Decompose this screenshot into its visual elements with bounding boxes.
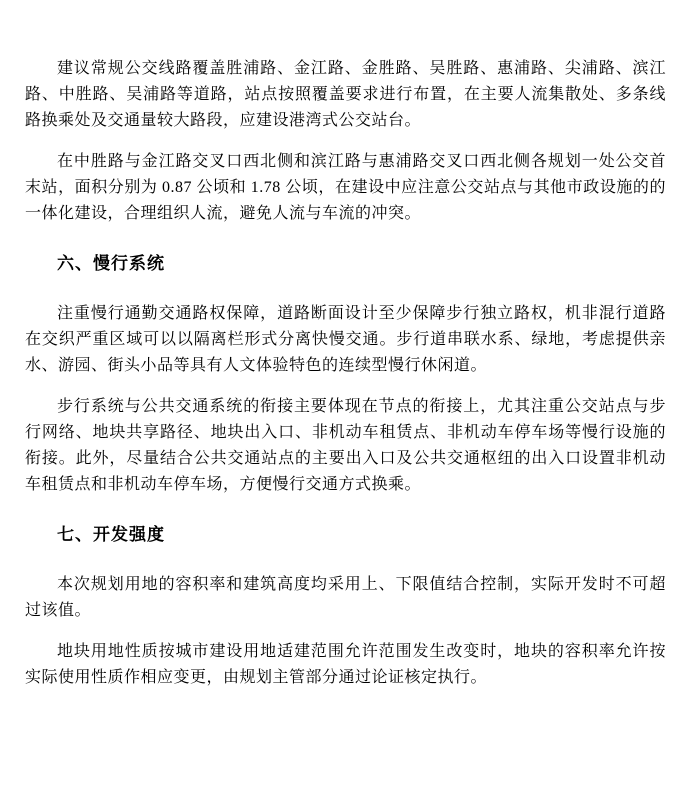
- paragraph-slow-traffic-rights: 注重慢行通勤交通路权保障，道路断面设计至少保障步行独立路权，机非混行道路在交织严重区域可以以隔离栏形式分离快慢交通。步行道串联水系、绿地，考虑提供亲水、游园、街头小品等具有人文体验特色的连续型慢行休闲道。: [25, 305, 666, 374]
- document-body: [25, 56, 666, 691]
- section-heading-slow-traffic-system: 六、慢行系统: [57, 254, 165, 273]
- paragraph-bus-lines: 建议常规公交线路覆盖胜浦路、金江路、金胜路、吴胜路、惠浦路、尖浦路、滨江路、中胜路、吴浦路等道路，站点按照覆盖要求进行布置，在主要人流集散处、多条线路换乘处及交通量较大路段，应建设港湾式公交站台。: [25, 60, 666, 129]
- paragraph-bus-terminals: 在中胜路与金江路交叉口西北侧和滨江路与惠浦路交叉口西北侧各规划一处公交首末站，面积分别为 0.87 公顷和 1.78 公顷，在建设中应注意公交站点与其他市政设施的的一体化建设，合理组织人流，避免人流与车流的冲突。: [25, 153, 666, 222]
- paragraph-far-height-control: 本次规划用地的容积率和建筑高度均采用上、下限值结合控制，实际开发时不可超过该值。: [25, 576, 666, 619]
- paragraph-land-use-change: 地块用地性质按城市建设用地适建范围允许范围发生改变时，地块的容积率允许按实际使用性质作相应变更，由规划主管部分通过论证核定执行。: [25, 643, 666, 686]
- paragraph-pedestrian-transit-connection: 步行系统与公共交通系统的衔接主要体现在节点的衔接上，尤其注重公交站点与步行网络、地块共享路径、地块出入口、非机动车租赁点、非机动车停车场等慢行设施的衔接。此外，尽量结合公共交通站点的主要出入口及公共交通枢纽的出入口设置非机动车租赁点和非机动车停车场，方便慢行交通方式换乘。: [25, 398, 666, 493]
- section-heading-development-intensity: 七、开发强度: [57, 525, 165, 544]
